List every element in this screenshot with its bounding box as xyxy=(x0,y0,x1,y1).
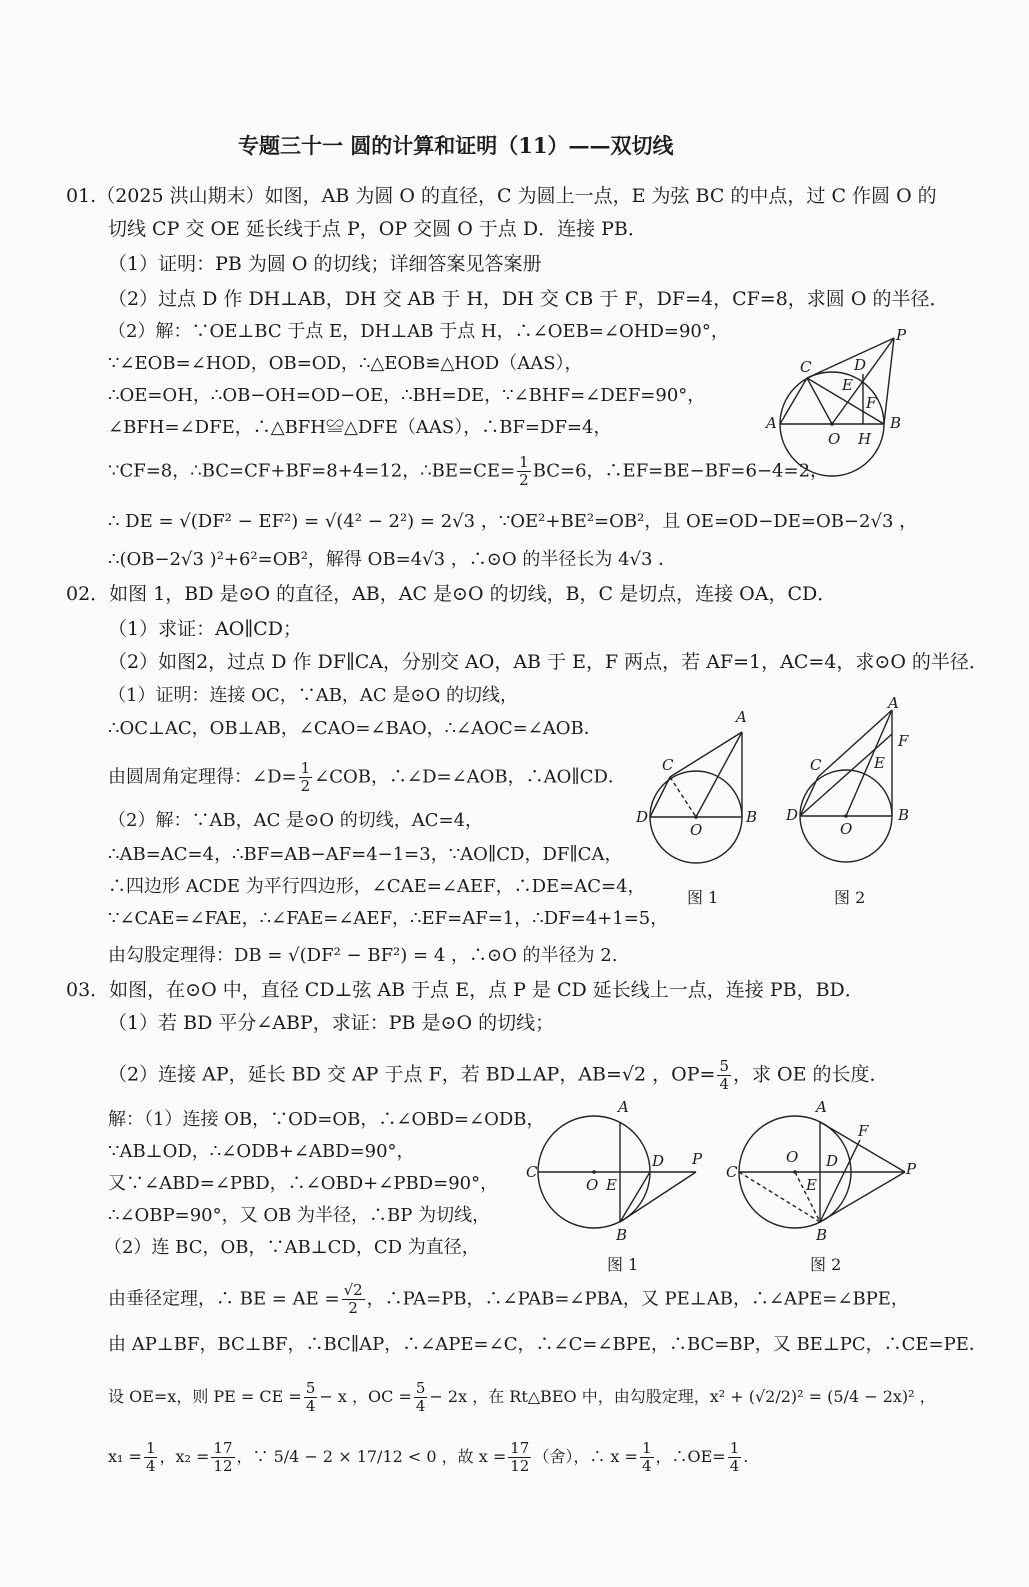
figure-caption: 图 2 xyxy=(810,1255,842,1274)
fraction: $\frac{1}{4}$ xyxy=(145,1439,156,1475)
problem-2-statement: 02．如图 1，BD 是⊙O 的直径，AB，AC 是⊙O 的切线，B，C 是切点，连接 OA，CD． xyxy=(66,583,837,605)
problem-2-figure-2 xyxy=(778,692,928,882)
figure-label: D xyxy=(786,806,799,824)
problem-3-figure-2 xyxy=(720,1092,930,1252)
problem-3-solution-line: x₁ = $\frac{1}{4}$ ，x₂ = $\frac{17}{12}$ ，∵ 5/4 − 2 × 17/12 < 0 ，故 x = $\frac{17}{12}$ （舍），∴ x = $\frac{1}{4}$ ，∴OE= $\frac{1}{4}$ . xyxy=(108,1439,749,1475)
figure-label: O xyxy=(690,821,703,839)
figure-label: A xyxy=(736,708,747,726)
page-title: 专题三十一 圆的计算和证明（11）——双切线 xyxy=(238,133,674,158)
fraction: $\frac{√2}{2}$ xyxy=(343,1281,363,1317)
figure-label: F xyxy=(858,1122,869,1140)
figure-label: P xyxy=(692,1150,703,1168)
problem-3-solution-line: ∴∠OBP=90°，又 OB 为半径，∴BP 为切线， xyxy=(108,1205,491,1226)
problem-1-solution-line: （2）解：∵OE⊥BC 于点 E，DH⊥AB 于点 H，∴∠OEB=∠OHD=90°， xyxy=(108,321,729,342)
problem-1-solution-line: ∵CF=8，∴BC=CF+BF=8+4=12，∴BE=CE= $\frac{1}{2}$ BC=6，∴EF=BE−BF=6−4=2， xyxy=(108,453,829,489)
fraction: $\frac{17}{12}$ xyxy=(510,1439,530,1475)
problem-3-figure-1 xyxy=(520,1092,720,1252)
problem-3-question-2: （2）连接 AP，延长 BD 交 AP 于点 F，若 BD⊥AP，AB=√2 ，OP= $\frac{5}{4}$ ，求 OE 的长度． xyxy=(108,1057,889,1093)
problem-3-solution-line: 由垂径定理，∴ BE = AE = $\frac{√2}{2}$ ，∴PA=PB，∴∠PAB=∠PBA，又 PE⊥AB，∴∠APE=∠BPE， xyxy=(108,1281,909,1317)
problem-1-question-2: （2）过点 D 作 DH⊥AB，DH 交 AB 于 H，DH 交 CB 于 F，DF=4，CF=8，求圆 O 的半径． xyxy=(108,288,949,310)
figure-label: B xyxy=(816,1226,828,1244)
figure-label: E xyxy=(606,1176,617,1194)
problem-1-solution-line: ∴ DE = √(DF² − EF²) = √(4² − 2²) = 2√3 ，∵OE²+BE²=OB²，且 OE=OD−DE=OB−2√3 ， xyxy=(108,511,918,532)
problem-2-solution-line: ∴四边形 ACDE 为平行四边形，∠CAE=∠AEF，∴DE=AC=4， xyxy=(108,876,646,897)
problem-2-solution-line: 由勾股定理得：DB = √(DF² − BF²) = 4 ，∴⊙O 的半径为 2. xyxy=(108,945,618,966)
problem-3-solution-line: 设 OE=x，则 PE = CE = $\frac{5}{4}$ − x ，OC = $\frac{5}{4}$ − 2x ，在 Rt△BEO 中，由勾股定理，x² + (√2/2)² = (5/4 − 2x)² ， xyxy=(108,1379,936,1415)
problem-3-question-1: （1）若 BD 平分∠ABP，求证：PB 是⊙O 的切线； xyxy=(108,1012,555,1034)
figure-label: O xyxy=(840,820,853,838)
problem-2-solution-line: 由圆周角定理得：∠D= $\frac{1}{2}$ ∠COB，∴∠D=∠AOB，∴AO∥CD． xyxy=(108,759,626,795)
figure-label: A xyxy=(766,414,777,432)
problem-1-solution-line: ∵∠EOB=∠HOD，OB=OD，∴△EOB≌△HOD（AAS）， xyxy=(108,353,583,374)
problem-1-figure xyxy=(762,326,922,484)
problem-2-question-2: （2）如图2，过点 D 作 DF∥CA，分别交 AO，AB 于 E，F 两点，若 AF=1，AC=4，求⊙O 的半径． xyxy=(108,651,988,673)
figure-label: A xyxy=(618,1098,629,1116)
problem-1-solution-line: ∴(OB−2√3 )²+6²=OB²，解得 OB=4√3 ，∴⊙O 的半径长为 4√3 ． xyxy=(108,549,677,570)
figure-label: O xyxy=(786,1148,799,1166)
figure-label: C xyxy=(726,1163,738,1181)
problem-3-solution-line: 解：（1）连接 OB，∵OD=OB，∴∠OBD=∠ODB， xyxy=(108,1109,545,1130)
figure-label: E xyxy=(806,1176,817,1194)
figure-label: C xyxy=(662,756,674,774)
fraction: $\frac{1}{4}$ xyxy=(729,1439,740,1475)
figure-label: E xyxy=(842,376,853,394)
fraction: $\frac{17}{12}$ xyxy=(213,1439,233,1475)
fraction: $\frac{1}{2}$ xyxy=(519,453,529,489)
figure-label: H xyxy=(858,430,872,448)
figure-label: D xyxy=(636,808,649,826)
figure-label: B xyxy=(616,1226,628,1244)
problem-2-solution-line: （1）证明：连接 OC，∵AB，AC 是⊙O 的切线， xyxy=(108,685,518,706)
problem-3-solution-line: （2）连 BC，OB，∵AB⊥CD，CD 为直径， xyxy=(104,1237,480,1258)
problem-2-solution-line: （2）解：∵AB，AC 是⊙O 的切线，AC=4， xyxy=(108,810,484,831)
fraction: $\frac{5}{4}$ xyxy=(305,1379,316,1415)
figure-label: F xyxy=(866,394,877,412)
figure-caption: 图 1 xyxy=(687,888,719,907)
figure-label: E xyxy=(874,754,885,772)
problem-3-solution-line: 由 AP⊥BF，BC⊥BF，∴BC∥AP，∴∠APE=∠C，∴∠C=∠BPE，∴BC=BP，又 BE⊥PC，∴CE=PE． xyxy=(108,1334,987,1355)
problem-3-solution-line: 又∵∠ABD=∠PBD，∴∠OBD+∠PBD=90°， xyxy=(108,1173,499,1194)
fraction: $\frac{1}{2}$ xyxy=(300,759,311,795)
figure-label: D xyxy=(854,356,867,374)
figure-label: D xyxy=(652,1152,665,1170)
fraction: $\frac{1}{4}$ xyxy=(641,1439,652,1475)
figure-label: P xyxy=(906,1160,917,1178)
figure-label: A xyxy=(888,694,899,712)
figure-label: O xyxy=(828,430,841,448)
figure-label: D xyxy=(826,1152,839,1170)
problem-1-solution-line: ∠BFH=∠DFE，∴△BFH≌△DFE（AAS），∴BF=DF=4， xyxy=(108,417,612,438)
figure-label: C xyxy=(526,1163,538,1181)
problem-2-figure-1 xyxy=(630,702,780,882)
problem-2-solution-line: ∴AB=AC=4，∴BF=AB−AF=4−1=3，∵AO∥CD，DF∥CA， xyxy=(108,844,623,865)
figure-label: P xyxy=(896,326,907,344)
problem-2-solution-line: ∴OC⊥AC，OB⊥AB，∠CAO=∠BAO，∴∠AOC=∠AOB． xyxy=(108,718,602,739)
figure-label: B xyxy=(746,808,758,826)
fraction: $\frac{5}{4}$ xyxy=(415,1379,426,1415)
problem-1-solution-line: ∴OE=OH，∴OB−OH=OD−OE，∴BH=DE，∵∠BHF=∠DEF=90°， xyxy=(108,385,706,406)
problem-3-solution-line: ∵AB⊥OD，∴∠ODB+∠ABD=90°， xyxy=(108,1141,415,1162)
problem-2-solution-line: ∵∠CAE=∠FAE，∴∠FAE=∠AEF，∴EF=AF=1，∴DF=4+1=5， xyxy=(108,908,669,929)
figure-caption: 图 2 xyxy=(834,888,866,907)
figure-label: C xyxy=(810,756,822,774)
problem-2-question-1: （1）求证：AO∥CD； xyxy=(108,618,302,640)
figure-label: O xyxy=(586,1176,599,1194)
figure-caption: 图 1 xyxy=(607,1255,639,1274)
problem-1-statement: 01.（2025 洪山期末）如图，AB 为圆 O 的直径，C 为圆上一点，E 为弦 BC 的中点，过 C 作圆 O 的 xyxy=(66,185,937,207)
problem-1-question-1: （1）证明：PB 为圆 O 的切线；详细答案见答案册 xyxy=(108,253,542,275)
figure-label: C xyxy=(800,358,812,376)
fraction: $\frac{5}{4}$ xyxy=(719,1057,729,1093)
figure-label: B xyxy=(898,806,910,824)
figure-label: F xyxy=(898,732,909,750)
figure-label: B xyxy=(890,414,902,432)
figure-label: A xyxy=(816,1098,827,1116)
problem-3-statement: 03．如图，在⊙O 中，直径 CD⊥弦 AB 于点 E，点 P 是 CD 延长线上一点，连接 PB，BD． xyxy=(66,979,864,1001)
problem-1-statement-cont: 切线 CP 交 OE 延长线于点 P，OP 交圆 O 于点 D．连接 PB． xyxy=(108,218,647,240)
